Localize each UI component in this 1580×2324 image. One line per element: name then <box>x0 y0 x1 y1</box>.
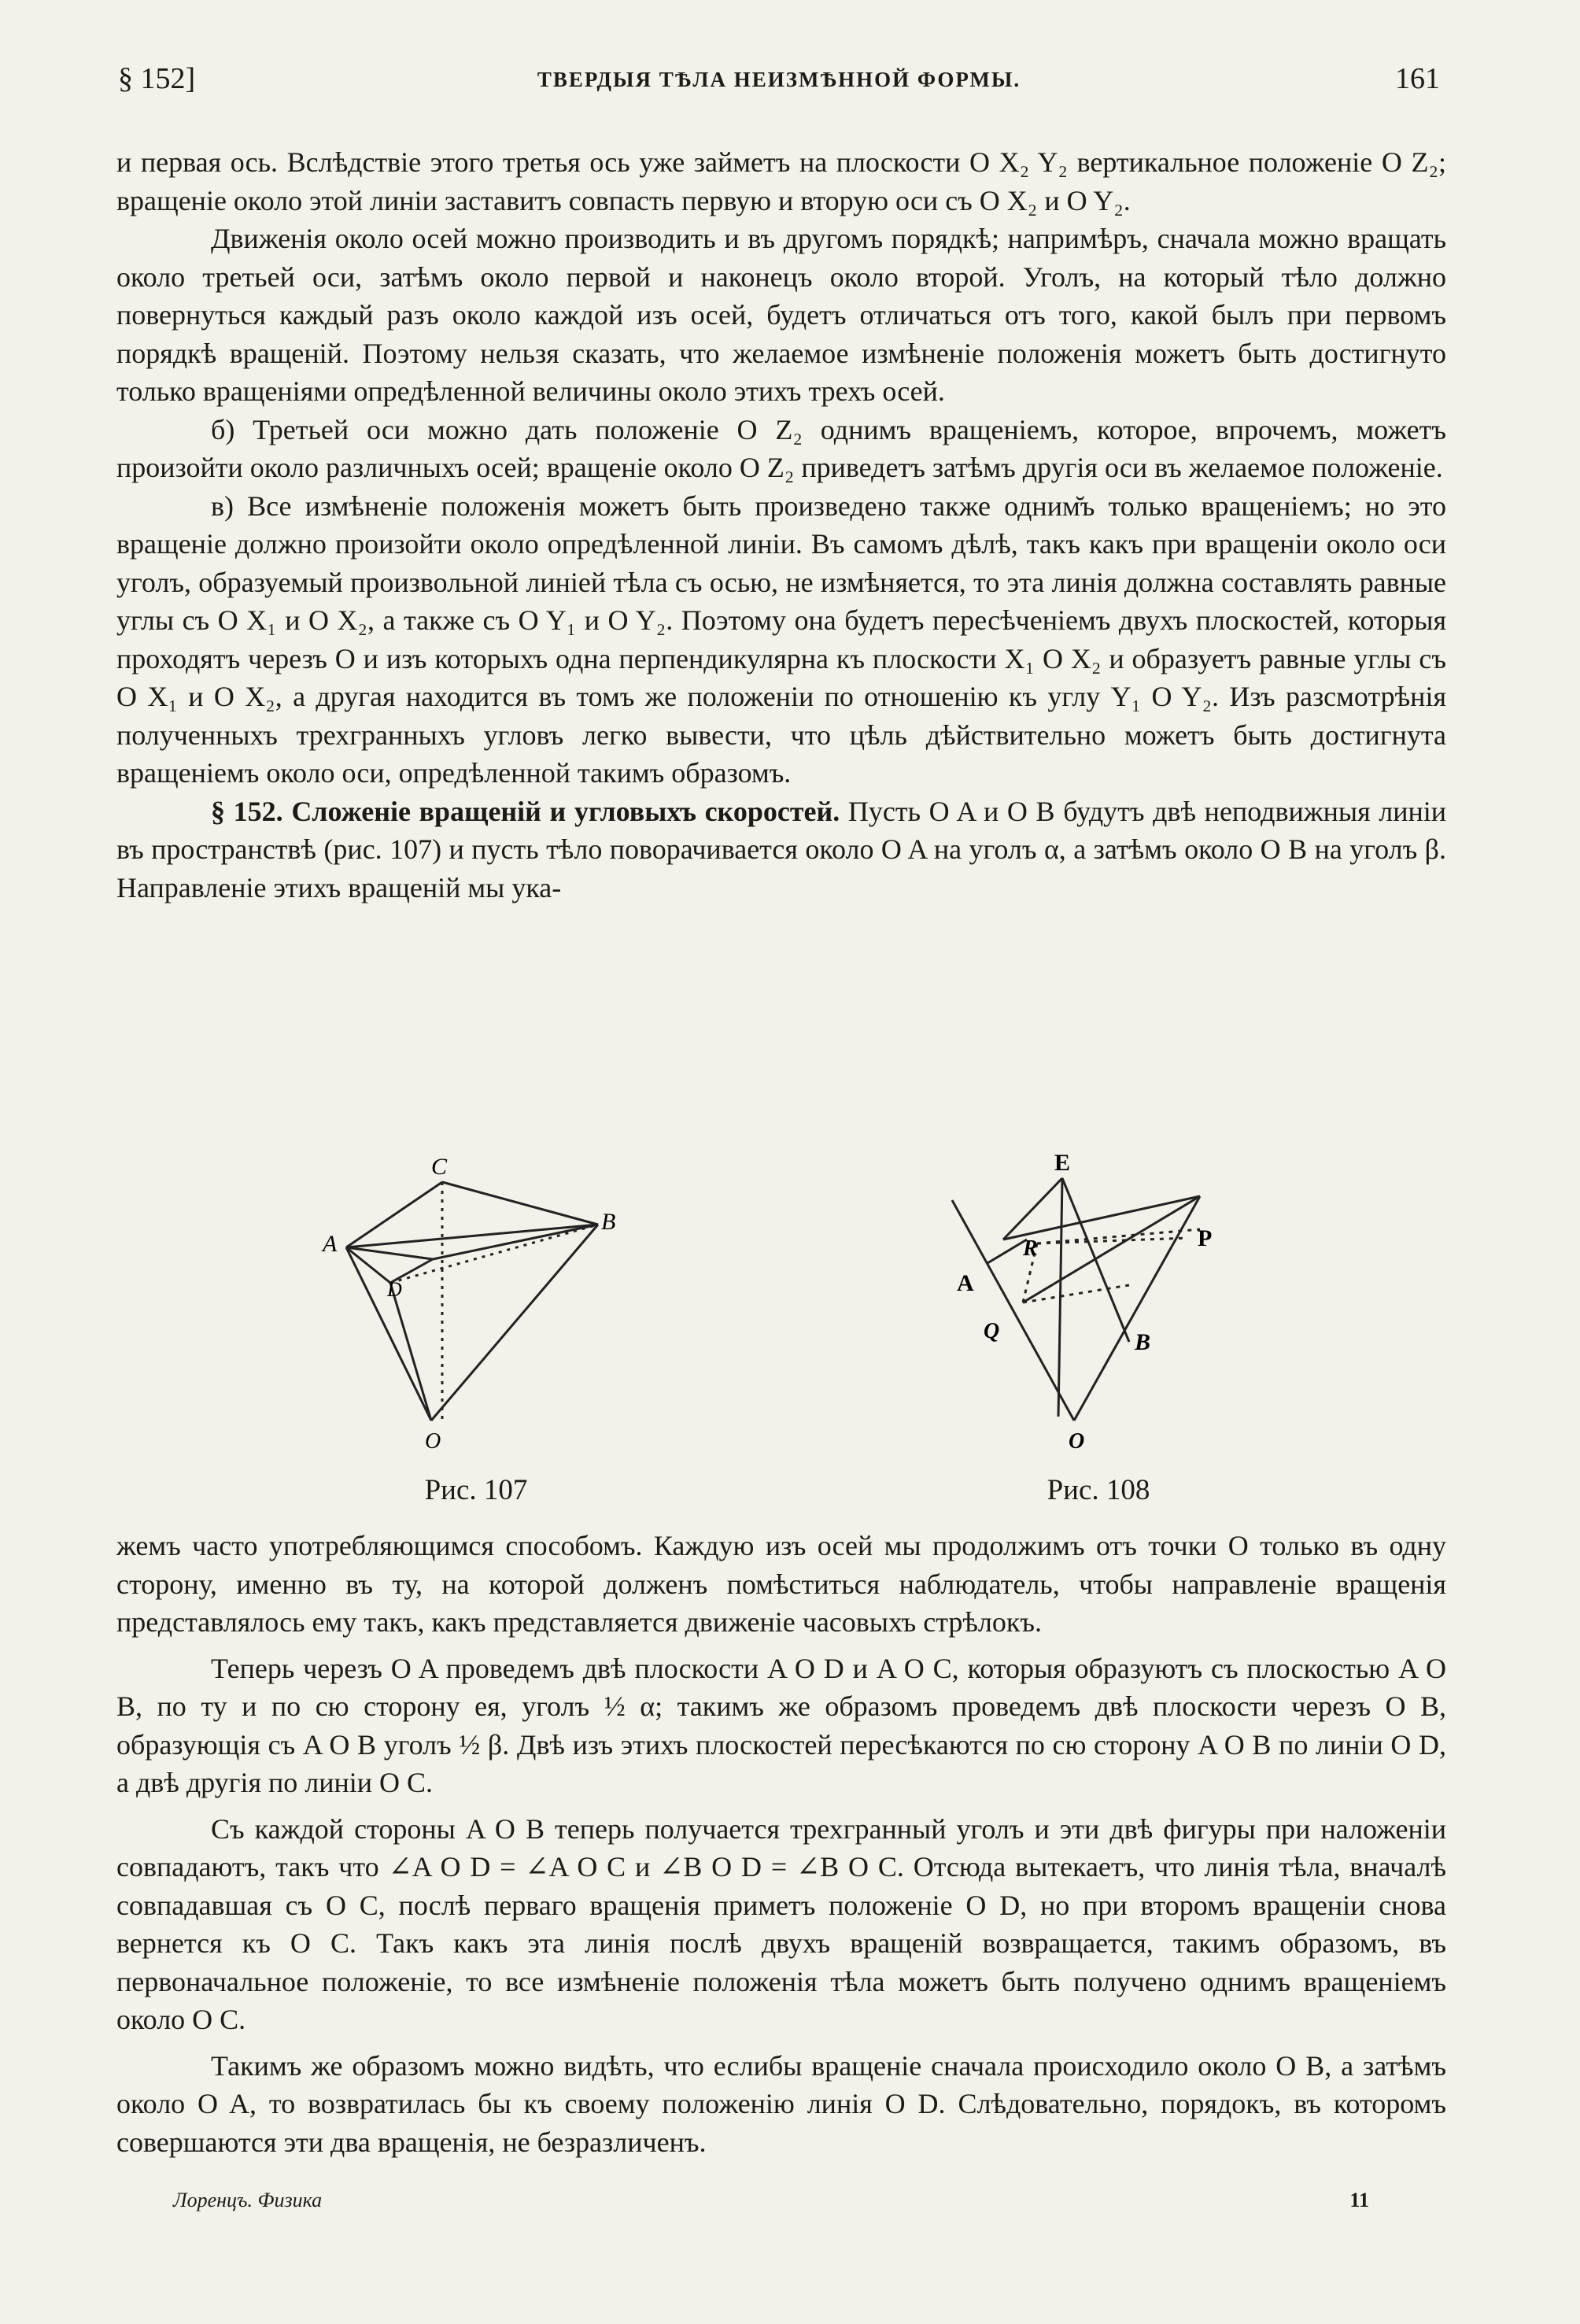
paragraph: Движенія около осей можно производить и въ другомъ порядкѣ; напримѣръ, сначала можно вращать около третьей оси, затѣмъ около первой и наконецъ около второй. Уголъ, на который тѣло должно повернуться каждый разъ около каждой изъ осей, будетъ отличаться отъ того, какой былъ при первомъ порядкѣ вращеній. Поэтому нельзя сказать, что желаемое измѣненіе положенія можетъ быть достигнуто только вращеніями опредѣленной величины около этихъ трехъ осей. <box>116 223 1446 407</box>
section-marker: § 152] <box>118 62 196 95</box>
running-head <box>118 61 1440 101</box>
paragraph: жемъ часто употребляющимся способомъ. Каждую изъ осей мы продолжимъ отъ точки O только въ одну сторону, именно въ ту, на которой долженъ помѣститься наблюдатель, чтобы направленіе вращенія представлялось ему такъ, какъ представляется движеніе часовыхъ стрѣлокъ. <box>116 1530 1446 1638</box>
sheet-number: 11 <box>1349 2189 1369 2211</box>
fig108-label-o: O <box>1069 1429 1085 1454</box>
page-footer <box>173 2189 1369 2220</box>
paragraph: Съ каждой стороны A O B теперь получается трехгранный уголъ и эти двѣ фигуры при наложеніи совпадаютъ, такъ что ∠A O D = ∠A O C и ∠B O D = ∠B O C. Отсюда вытекаетъ, что линія тѣла, вначалѣ совпадавшая съ O C, послѣ перваго вращенія приметъ положеніе O D, но при второмъ вращеніи снова вернется къ O C. Такъ какъ эта линія послѣ двухъ вращеній возвращается, такимъ образомъ, въ первоначальное положеніе, то все измѣненіе положенія тѣла можетъ быть получено однимъ вращеніемъ около O C. <box>116 1812 1446 2035</box>
paragraph: в) Все измѣненіе положенія можетъ быть произведено также одним̆ъ только вращеніемъ; но это вращеніе должно произойти около опредѣленной линіи. Въ самомъ дѣлѣ, такъ какъ при вращеніи около оси уголъ, образуемый произвольной линіей тѣла съ осью, не измѣняется, то эта линія должна составлять равные углы съ O X₁ и O X₂, а также съ O Y₁ и O Y₂. Поэтому она будетъ пересѣченіемъ двухъ плоскостей, которыя проходятъ черезъ O и изъ которыхъ одна перпендикулярна къ плоскости X₁ O X₂ и образуетъ равные углы съ O X₁ и O X₂, а другая находится въ томъ же положеніи по отношенію къ углу Y₁ O Y₂. Изъ разсмотрѣнія полученныхъ трехгранныхъ угловъ легко вывести, что цѣль дѣйствительно можетъ быть достигнута вращеніемъ около оси, опредѣленной такимъ образомъ. <box>116 490 1446 789</box>
section-paragraph <box>116 793 1446 907</box>
fig108-label-r: R <box>1023 1236 1038 1261</box>
top-text <box>116 143 1446 907</box>
fig108-label-b: B <box>1135 1329 1151 1355</box>
figure-107-caption: Рис. 107 <box>424 1474 528 1506</box>
paragraph: б) Третьей оси можно дать положеніе O Z₂ однимъ вращеніемъ, которое, впрочемъ, можетъ произойти около различныхъ осей; вращеніе около O Z₂ приведетъ затѣмъ другія оси въ желаемое положеніе. <box>116 413 1446 483</box>
chapter-title: ТВЕРДЫЯ ТѢЛА НЕИЗМѢННОЙ ФОРМЫ. <box>537 68 1021 91</box>
section-heading: Сложеніе вращеній и угловыхъ скоростей. <box>291 795 840 827</box>
paragraph: Теперь черезъ O A проведемъ двѣ плоскости A O D и A O C, которыя образуютъ съ плоскостью A O B, по ту и по сю сторону ея, уголъ ½ α; такимъ же образомъ проведемъ двѣ плоскости черезъ O B, образующія съ A O B уголъ ½ β. Двѣ изъ этихъ плоскостей пересѣкаются по сю сторону A O B по линіи O D, а двѣ другія по линіи O C. <box>116 1652 1446 1798</box>
page-number: 161 <box>1395 62 1440 95</box>
fig108-label-e: E <box>1054 1150 1071 1176</box>
fig107-label-c: C <box>431 1154 448 1180</box>
paragraph: Такимъ же образомъ можно видѣть, что еслибы вращеніе сначала происходило около O B, а затѣмъ около O A, то возвратилась бы къ своему положенію линія O D. Слѣдовательно, порядокъ, въ которомъ совершаются эти два вращенія, не безразличенъ. <box>116 2049 1446 2158</box>
fig108-label-p: P <box>1198 1225 1213 1251</box>
fig107-label-o: O <box>425 1429 441 1454</box>
figure-108-caption: Рис. 108 <box>1047 1474 1150 1506</box>
section-text: Пусть O A и O B будутъ двѣ неподвижныя линіи въ пространствѣ (рис. 107) и пусть тѣло поворачивается около O A на уголъ α, а затѣмъ около O B на уголъ β. Направленіе этихъ вращеній мы ука- <box>116 795 1447 903</box>
figure-108 <box>928 1145 1259 1460</box>
book-signature: Лоренцъ. Физика <box>173 2189 323 2211</box>
paragraph: и первая ось. Вслѣдствіе этого третья ось уже займетъ на плоскости O X₂ Y₂ вертикальное положеніе O Z₂; вращеніе около этой линіи заставитъ совпасть первую и вторую оси съ O X₂ и O Y₂. <box>116 146 1446 216</box>
fig108-label-a: A <box>957 1270 974 1296</box>
section-number: § 152. <box>211 795 283 827</box>
fig107-label-b: B <box>601 1209 616 1235</box>
fig107-label-a: A <box>323 1231 338 1257</box>
bottom-text <box>116 1527 1446 2161</box>
figure-107 <box>315 1149 645 1464</box>
fig107-label-d: D <box>387 1278 402 1301</box>
fig108-label-q: Q <box>984 1319 1000 1343</box>
